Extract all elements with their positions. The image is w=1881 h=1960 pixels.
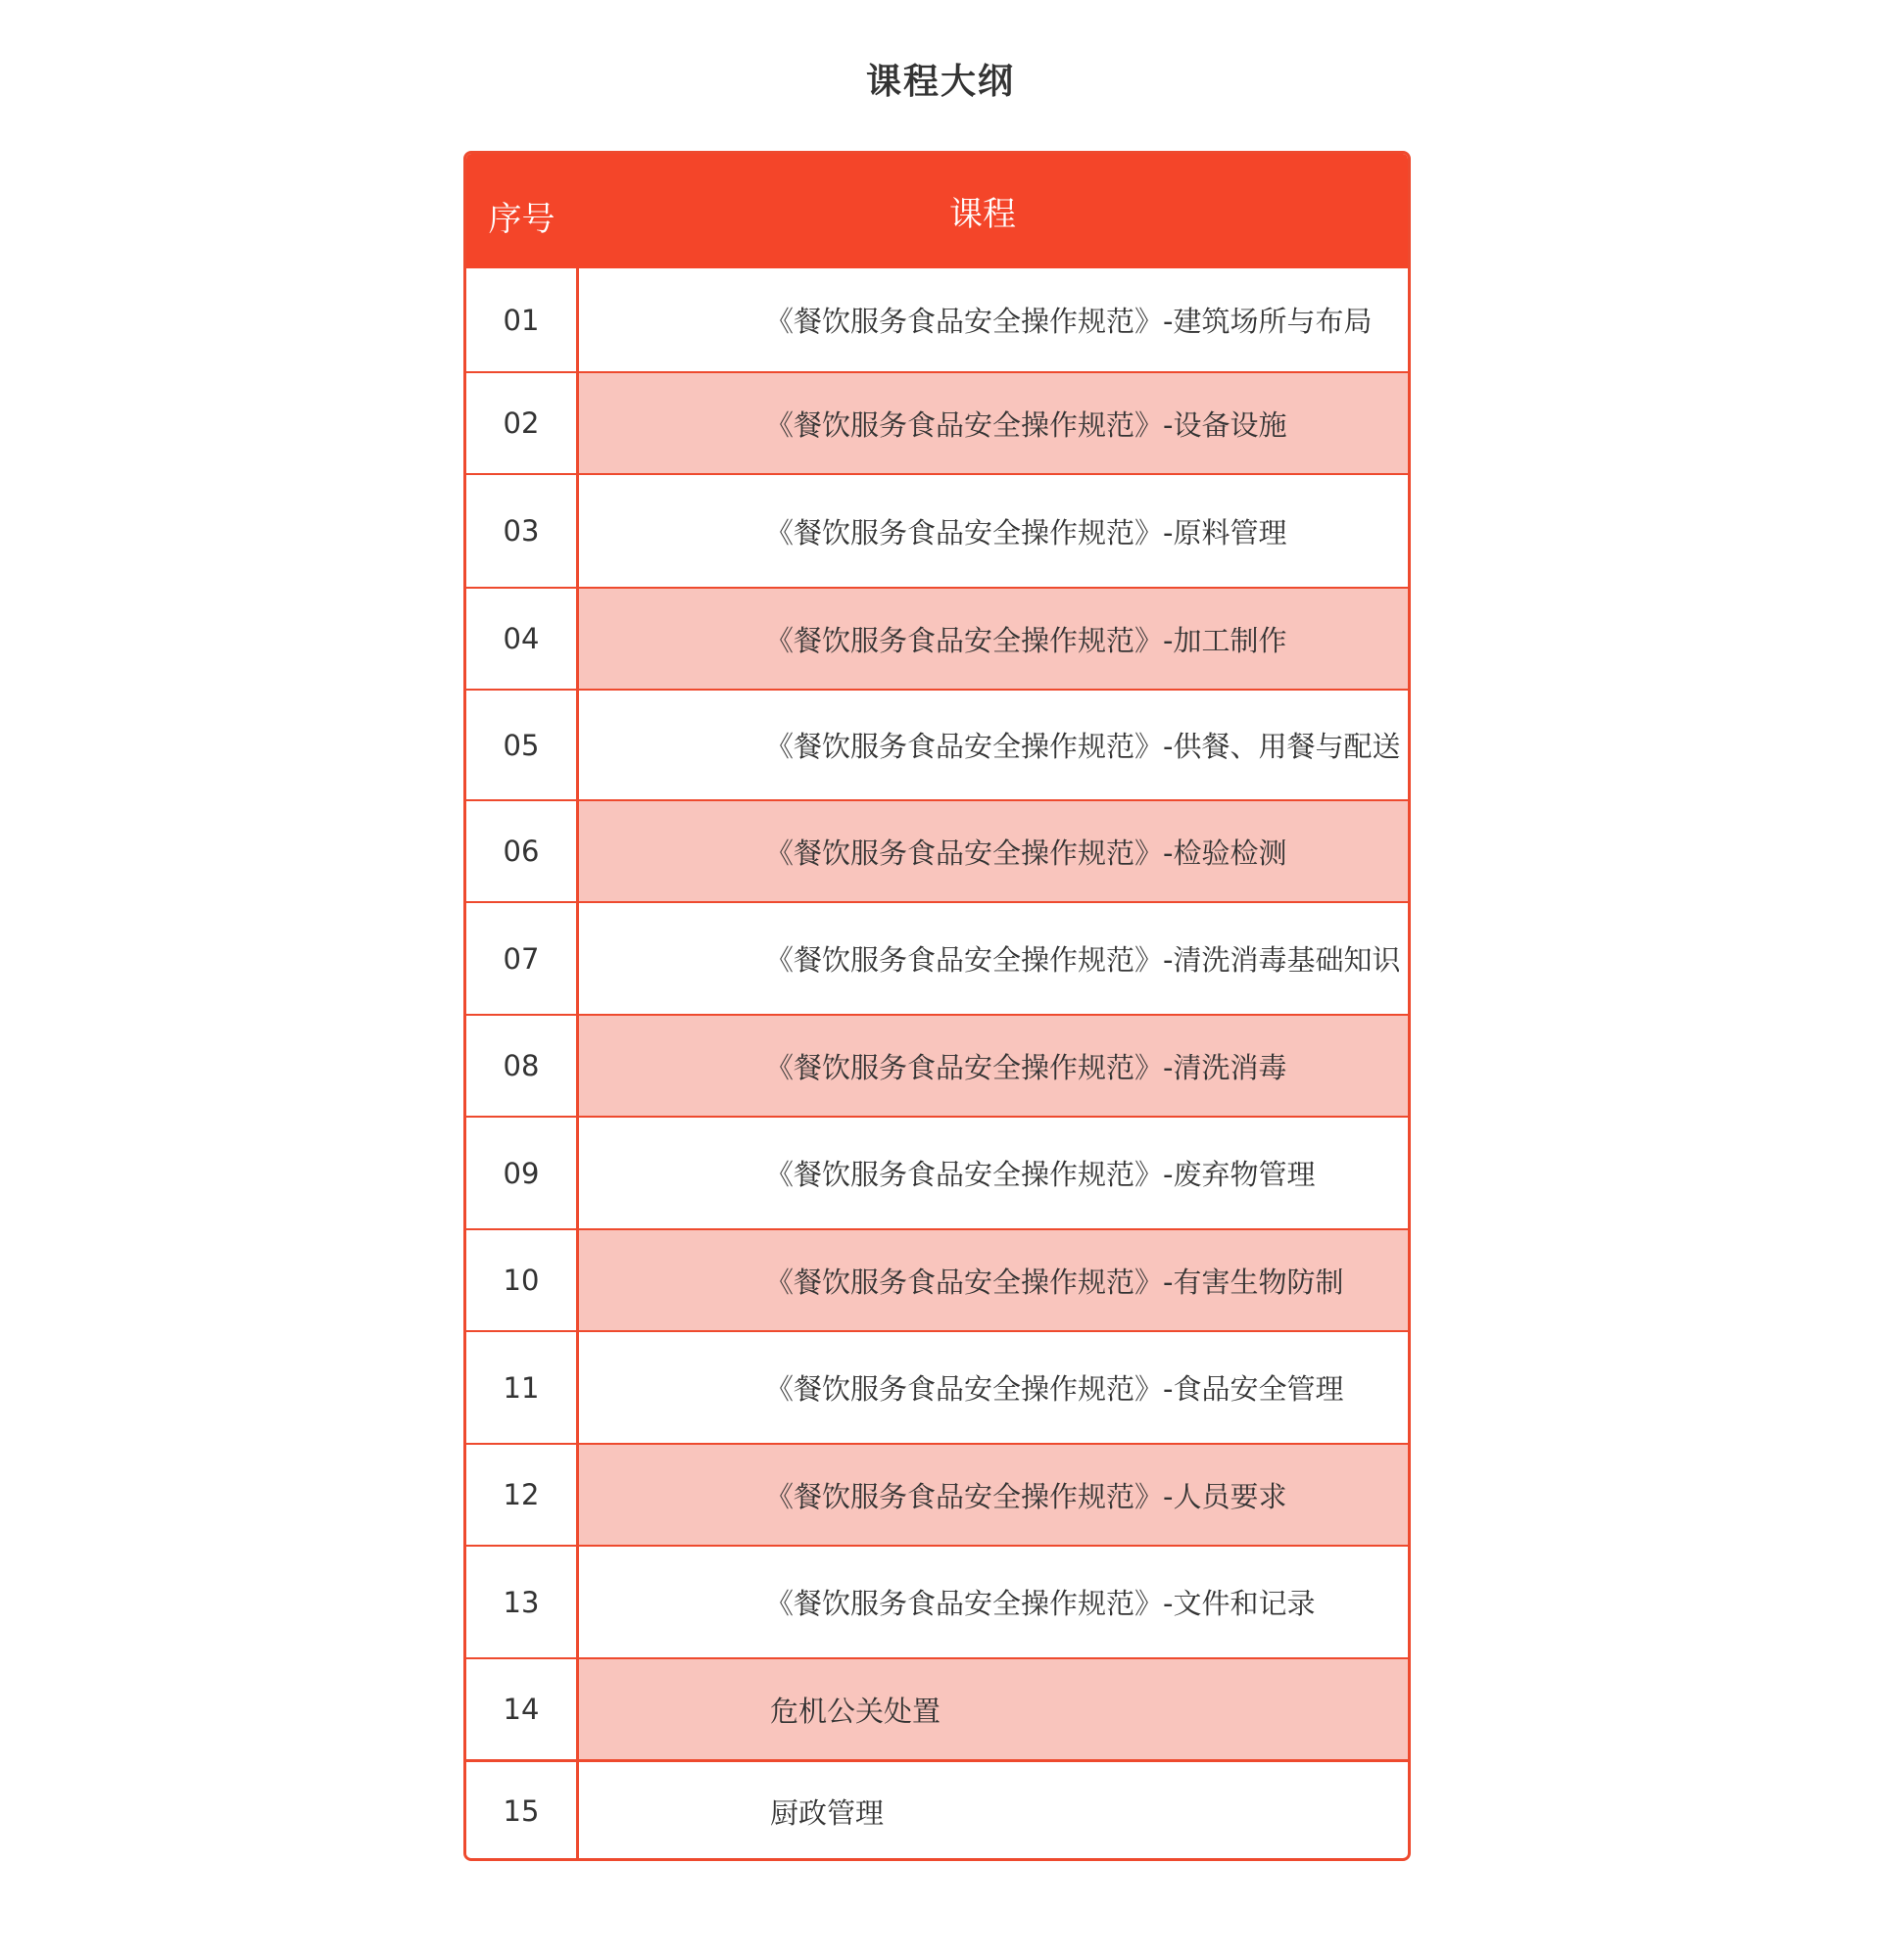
row-course: 《餐饮服务食品安全操作规范》-原料管理 [765, 515, 1287, 550]
row-seq: 06 [466, 801, 579, 901]
table-row [466, 268, 1408, 371]
table-header [466, 154, 1408, 268]
row-course: 《餐饮服务食品安全操作规范》-检验检测 [579, 801, 1408, 901]
row-seq: 13 [466, 1547, 579, 1657]
row-course: 《餐饮服务食品安全操作规范》-设备设施 [579, 373, 1408, 473]
row-seq: 15 [466, 1762, 579, 1860]
table-row [466, 1330, 1408, 1443]
course-table [463, 151, 1411, 1861]
row-seq: 14 [466, 1659, 579, 1759]
row-course: 《餐饮服务食品安全操作规范》-清洗消毒 [579, 1016, 1408, 1116]
row-seq: 05 [466, 691, 579, 799]
table-row [466, 1657, 1408, 1759]
table-row [466, 799, 1408, 901]
row-seq: 01 [466, 268, 579, 371]
table-row [466, 1545, 1408, 1657]
table-row [466, 1116, 1408, 1228]
table-row [466, 587, 1408, 689]
row-course: 《餐饮服务食品安全操作规范》-加工制作 [579, 589, 1408, 689]
row-seq: 02 [466, 373, 579, 473]
table-row [466, 901, 1408, 1014]
table-row [466, 371, 1408, 473]
row-course: 《餐饮服务食品安全操作规范》-有害生物防制 [579, 1230, 1408, 1330]
row-course: 《餐饮服务食品安全操作规范》-食品安全管理 [765, 1372, 1344, 1406]
table-row [466, 1228, 1408, 1330]
row-seq: 11 [466, 1332, 579, 1443]
table-row [466, 1443, 1408, 1545]
row-seq: 04 [466, 589, 579, 689]
row-course: 《餐饮服务食品安全操作规范》-清洗消毒基础知识 [765, 943, 1401, 977]
row-seq: 07 [466, 903, 579, 1014]
table-row [466, 1759, 1408, 1860]
row-seq: 03 [466, 475, 579, 587]
table-body [466, 268, 1408, 1860]
row-course: 《餐饮服务食品安全操作规范》-人员要求 [579, 1445, 1408, 1545]
row-course: 厨政管理 [770, 1795, 885, 1830]
row-course: 《餐饮服务食品安全操作规范》-建筑场所与布局 [765, 305, 1373, 338]
row-course: 《餐饮服务食品安全操作规范》-文件和记录 [765, 1587, 1316, 1620]
row-seq: 08 [466, 1016, 579, 1116]
page-title: 课程大纲 [865, 62, 1015, 102]
row-course: 《餐饮服务食品安全操作规范》-废弃物管理 [765, 1158, 1316, 1191]
table-row [466, 473, 1408, 587]
row-seq: 12 [466, 1445, 579, 1545]
row-seq: 09 [466, 1118, 579, 1228]
table-row [466, 689, 1408, 799]
header-course: 课程 [949, 195, 1016, 234]
table-row [466, 1014, 1408, 1116]
header-seq: 序号 [488, 200, 555, 239]
row-course: 危机公关处置 [579, 1659, 1408, 1759]
row-seq: 10 [466, 1230, 579, 1330]
row-course: 《餐饮服务食品安全操作规范》-供餐、用餐与配送 [765, 730, 1401, 763]
